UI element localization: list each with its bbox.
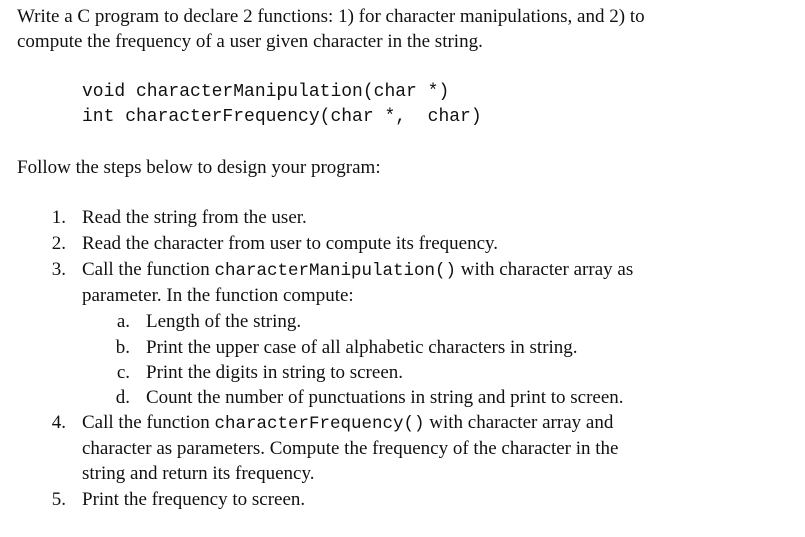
substep-letter: c. bbox=[116, 362, 130, 383]
substep-text: Print the digits in string to screen. bbox=[146, 362, 404, 383]
step-text: Read the character from user to compute its frequency. bbox=[82, 233, 499, 254]
step-text-pre: Call the function bbox=[82, 412, 215, 433]
substep-letter: a. bbox=[116, 311, 130, 332]
step-text-post: with character array and bbox=[424, 412, 614, 433]
substep-text: Length of the string. bbox=[146, 311, 302, 332]
step-number: 2. bbox=[51, 233, 66, 254]
step-number: 4. bbox=[51, 412, 66, 433]
function-name: characterManipulation() bbox=[214, 261, 456, 281]
step-text-post: with character array as bbox=[456, 259, 634, 280]
step-text: Read the string from the user. bbox=[82, 207, 307, 228]
code-line-2: int characterFrequency(char *, char) bbox=[82, 107, 482, 127]
intro-line-1: Write a C program to declare 2 functions: 1) for character manipulations, and 2) to bbox=[17, 6, 645, 27]
step-text bbox=[82, 258, 633, 283]
substep-letter: b. bbox=[115, 337, 130, 358]
step-4-continued-2: string and return its frequency. bbox=[82, 463, 315, 484]
step-number: 3. bbox=[51, 259, 66, 280]
code-line-1: void characterManipulation(char *) bbox=[82, 82, 450, 102]
function-name: characterFrequency() bbox=[214, 414, 425, 434]
substep-letter: d. bbox=[115, 387, 130, 408]
step-number: 1. bbox=[51, 207, 66, 228]
substep-text: Count the number of punctuations in string and print to screen. bbox=[146, 387, 624, 408]
step-3-continued: parameter. In the function compute: bbox=[82, 285, 354, 306]
follow-text: Follow the steps below to design your program: bbox=[17, 157, 381, 178]
step-text: Print the frequency to screen. bbox=[82, 489, 306, 510]
step-4-continued-1: character as parameters. Compute the frequency of the character in the bbox=[82, 438, 619, 459]
substep-text: Print the upper case of all alphabetic characters in string. bbox=[146, 337, 578, 358]
intro-line-2: compute the frequency of a user given character in the string. bbox=[17, 31, 483, 52]
step-text bbox=[82, 411, 613, 436]
step-text-pre: Call the function bbox=[82, 259, 215, 280]
step-number: 5. bbox=[51, 489, 66, 510]
